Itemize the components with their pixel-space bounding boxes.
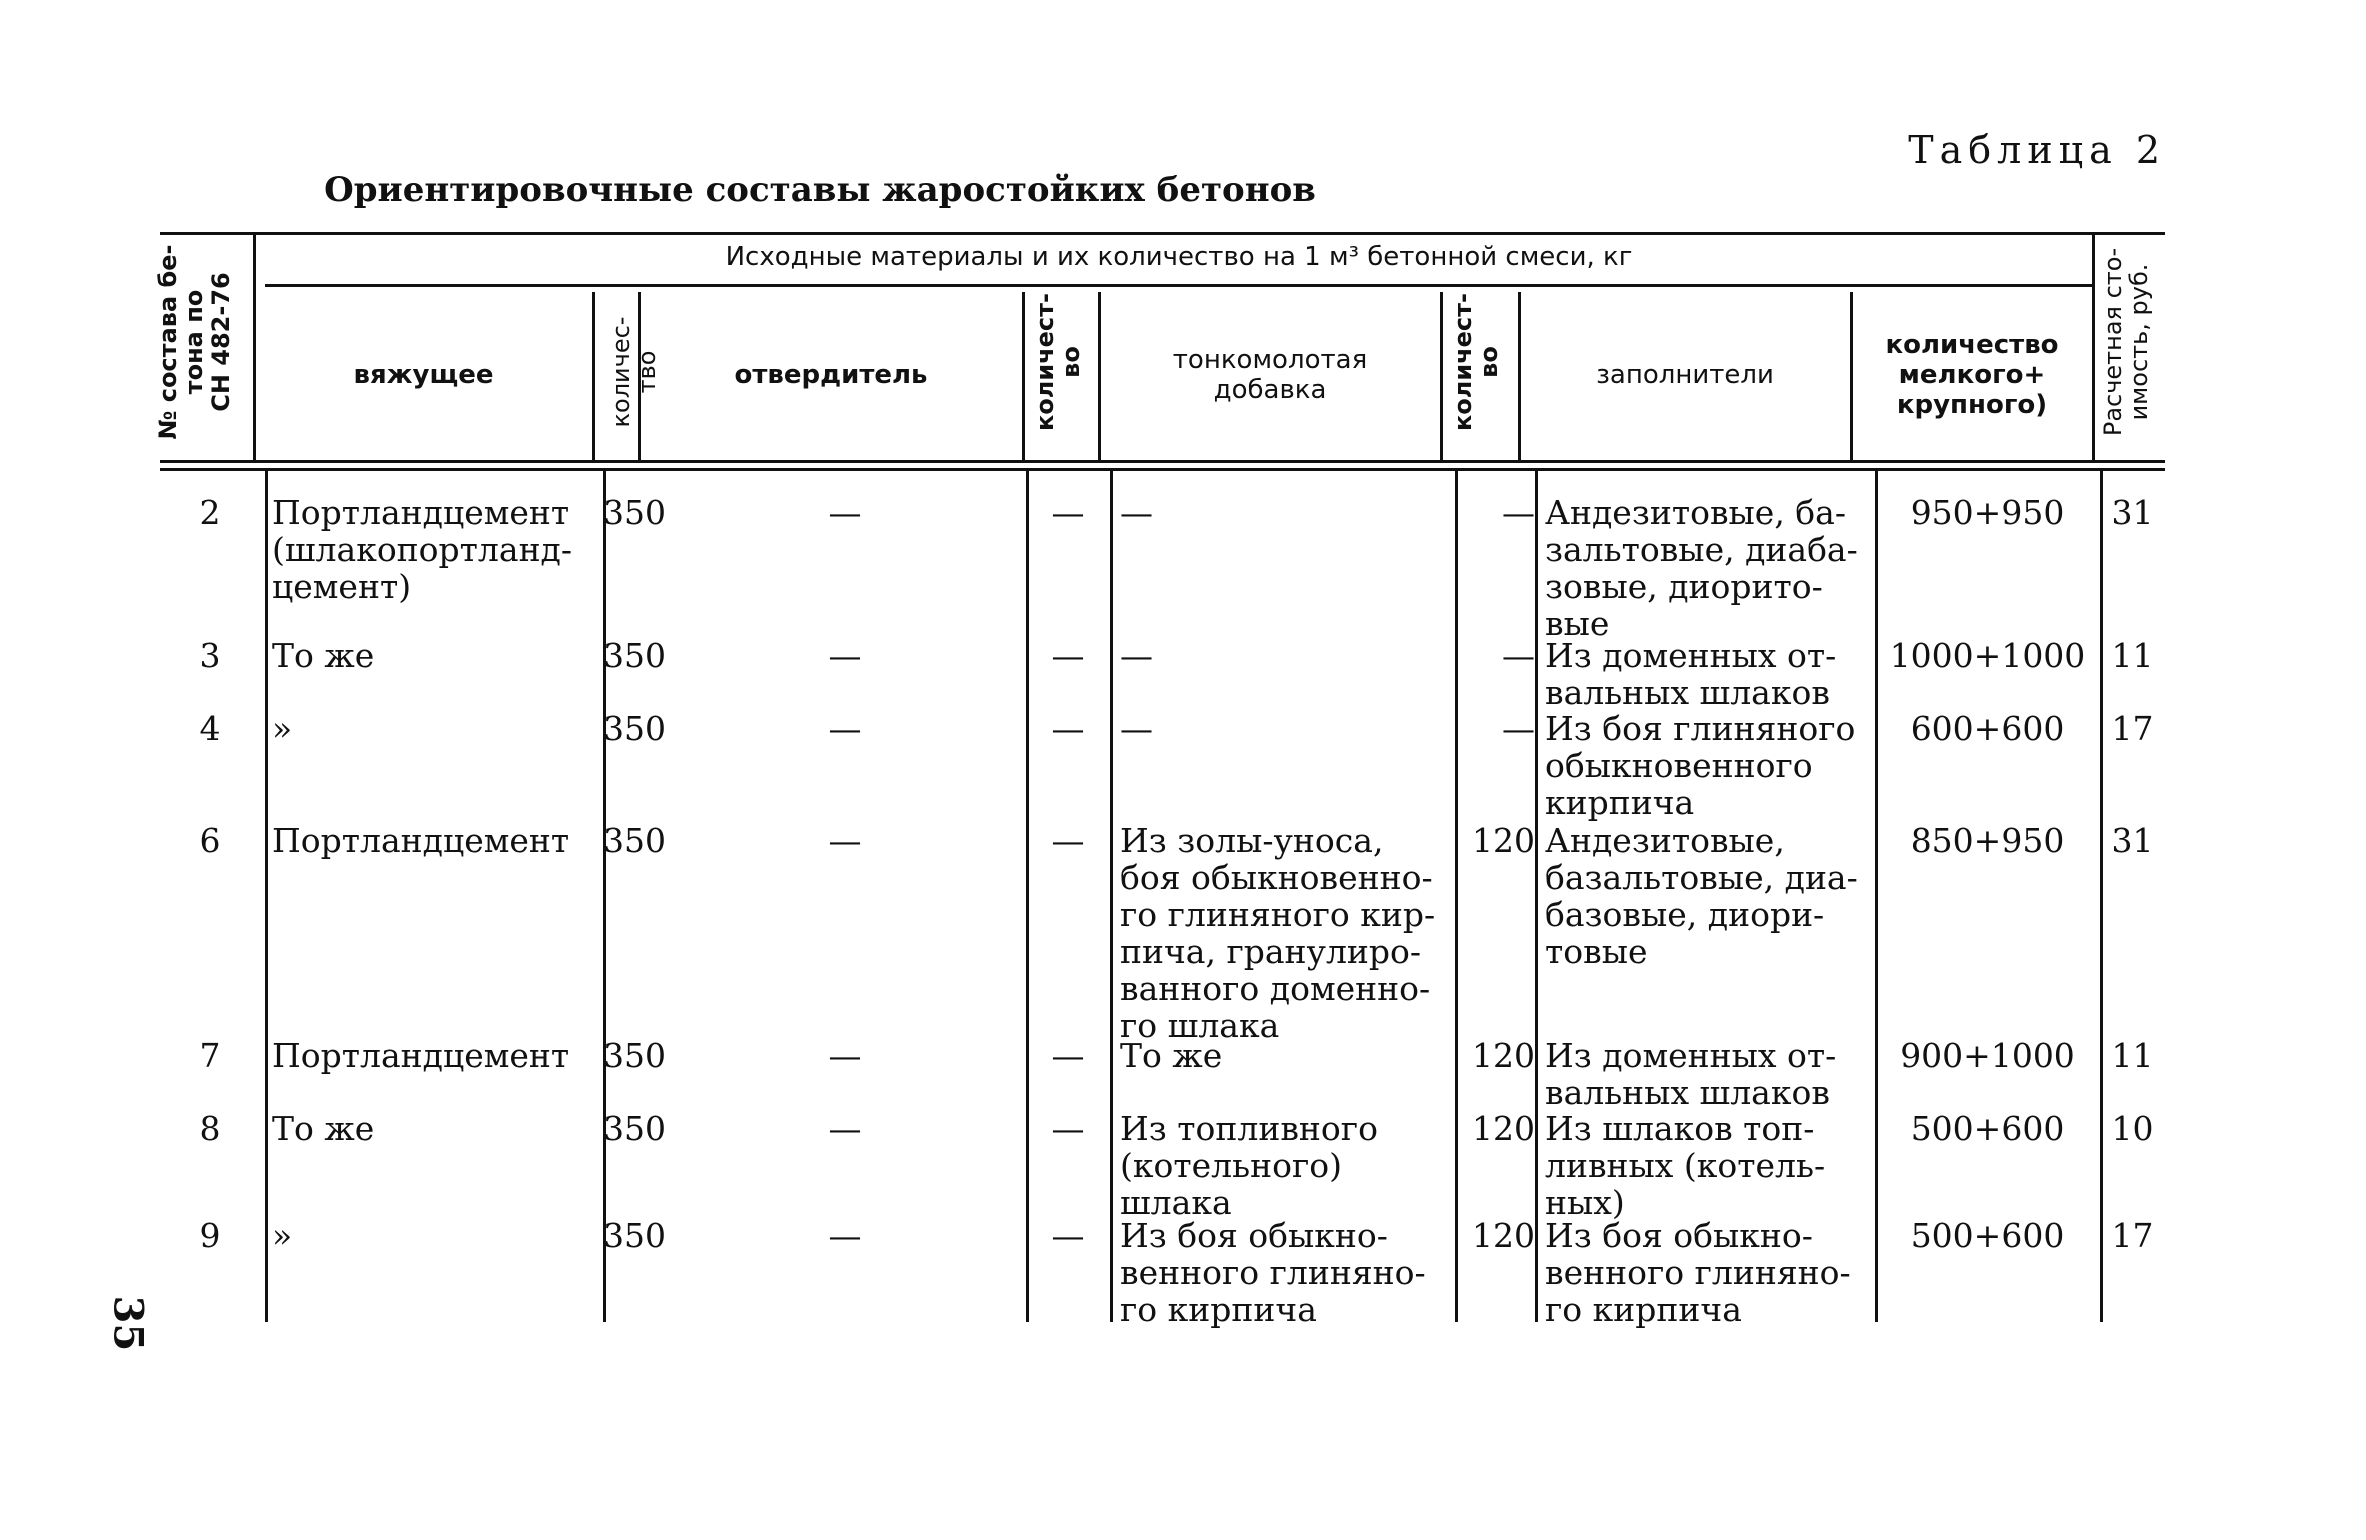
table-label: Таблица 2 [1908,128,2166,172]
cell-fillers: Андезитовые, базальтовые, диа- базовые, диори- товые [1545,821,1858,971]
header-hardener: отвердитель [734,360,928,391]
col-divider [1455,468,1458,1322]
cell-additive: То же [1120,1036,1223,1075]
col-divider [2100,468,2103,1322]
cell-binder: » [272,709,293,748]
cell-cost: 17 [2111,1216,2154,1255]
cell-additive: Из топливного (котельного) шлака [1120,1109,1378,1222]
cell-additive-qty: 120 [1472,1216,1535,1255]
cell-additive-qty: 120 [1472,1109,1535,1148]
header-additive: тонкомолотая добавка [1172,345,1368,405]
col-divider [1026,468,1029,1322]
cell-no: 2 [199,493,221,532]
header-fillers: заполнители [1596,360,1774,391]
cell-binder: Портландцемент [272,821,570,860]
cell-fillers-qty: 1000+1000 [1889,636,2086,675]
header-cost: Расчетная сто- имость, руб. [2099,247,2154,437]
cell-hardener-qty: — [1051,493,1085,532]
col-divider [1110,468,1113,1322]
cell-binder-qty: 350 [603,493,666,532]
cell-binder-qty: 350 [603,1216,666,1255]
header-fillers-qty: количество мелкого+ крупного) [1885,330,2059,420]
data-table [154,232,2165,1329]
cell-fillers-qty: 850+950 [1910,821,2065,860]
cell-cost: 31 [2111,821,2154,860]
cell-fillers: Из доменных от- вальных шлаков [1545,1036,1837,1112]
header-composition-no: № состава бе- тона по СН 482-76 [154,244,235,440]
cell-binder: Портландцемент (шлакопортланд- цемент) [272,493,573,606]
header-binder-qty: количес- тво [607,316,662,428]
cell-fillers-qty: 600+600 [1910,709,2065,748]
cell-hardener: — [828,1109,862,1148]
col-divider [592,292,595,460]
cell-hardener: — [828,636,862,675]
cell-fillers: Из боя обыкно- венного глиняно- го кирпича [1545,1216,1851,1329]
cell-hardener: — [828,821,862,860]
cell-additive-qty: 120 [1472,821,1535,860]
cell-binder: То же [272,1109,375,1148]
header-binder: вяжущее [353,360,494,391]
cell-binder-qty: 350 [603,821,666,860]
cell-fillers: Из доменных от- вальных шлаков [1545,636,1837,712]
col-divider [1022,292,1025,460]
group-header-rule [265,284,2093,287]
cell-additive-qty: — [1502,493,1535,532]
cell-hardener: — [828,1216,862,1255]
cell-cost: 11 [2111,1036,2154,1075]
cell-binder-qty: 350 [603,636,666,675]
cell-cost: 31 [2111,493,2154,532]
cell-fillers: Из боя глиняного обыкновенного кирпича [1545,709,1856,822]
cell-binder-qty: 350 [603,1109,666,1148]
cell-hardener-qty: — [1051,1036,1085,1075]
cell-cost: 11 [2111,636,2154,675]
col-divider [603,468,606,1322]
cell-no: 8 [199,1109,221,1148]
cell-fillers: Андезитовые, ба- зальтовые, диаба- зовые, диорито- вые [1545,493,1858,643]
header-additive-qty: количест- во [1449,292,1504,432]
cell-hardener-qty: — [1051,709,1085,748]
cell-binder: То же [272,636,375,675]
col-divider [1535,468,1538,1322]
cell-fillers-qty: 500+600 [1910,1109,2065,1148]
header-bottom-rule-2 [160,468,2165,471]
header-bottom-rule [160,460,2165,463]
page-number: 35 [104,1295,152,1352]
col-divider [1875,468,1878,1322]
cell-cost: 10 [2111,1109,2154,1148]
cell-additive: — [1120,493,1153,532]
cell-fillers-qty: 950+950 [1910,493,2065,532]
cell-fillers: Из шлаков топ- ливных (котель- ных) [1545,1109,1826,1222]
cell-fillers-qty: 500+600 [1910,1216,2065,1255]
cell-binder-qty: 350 [603,709,666,748]
cell-hardener-qty: — [1051,1216,1085,1255]
cell-additive-qty: — [1502,636,1535,675]
cell-no: 7 [199,1036,221,1075]
cell-hardener-qty: — [1051,1109,1085,1148]
cell-no: 6 [199,821,221,860]
cell-fillers-qty: 900+1000 [1900,1036,2075,1075]
cell-additive: Из боя обыкно- венного глиняно- го кирпича [1120,1216,1426,1329]
cell-additive-qty: 120 [1472,1036,1535,1075]
cell-hardener: — [828,1036,862,1075]
cell-additive: — [1120,636,1153,675]
cell-no: 9 [199,1216,221,1255]
cell-no: 4 [199,709,221,748]
cell-no: 3 [199,636,221,675]
header-group: Исходные материалы и их количество на 1 м³ бетонной смеси, кг [725,242,1633,273]
cell-hardener-qty: — [1051,636,1085,675]
cell-hardener: — [828,493,862,532]
col-divider [1440,292,1443,460]
cell-binder-qty: 350 [603,1036,666,1075]
table-title: Ориентировочные составы жаростойких бетонов [324,170,1316,210]
cell-additive: — [1120,709,1153,748]
cell-additive: Из золы-уноса, боя обыкновенно- го глиняного кир- пича, гранулиро- ванного доменно- го шлака [1120,821,1436,1045]
cell-binder: Портландцемент [272,1036,570,1075]
cell-cost: 17 [2111,709,2154,748]
col-divider [265,468,268,1322]
header-hardener-qty: количест- во [1031,292,1086,432]
cell-additive-qty: — [1502,709,1535,748]
cell-hardener-qty: — [1051,821,1085,860]
cell-binder: » [272,1216,293,1255]
cell-hardener: — [828,709,862,748]
